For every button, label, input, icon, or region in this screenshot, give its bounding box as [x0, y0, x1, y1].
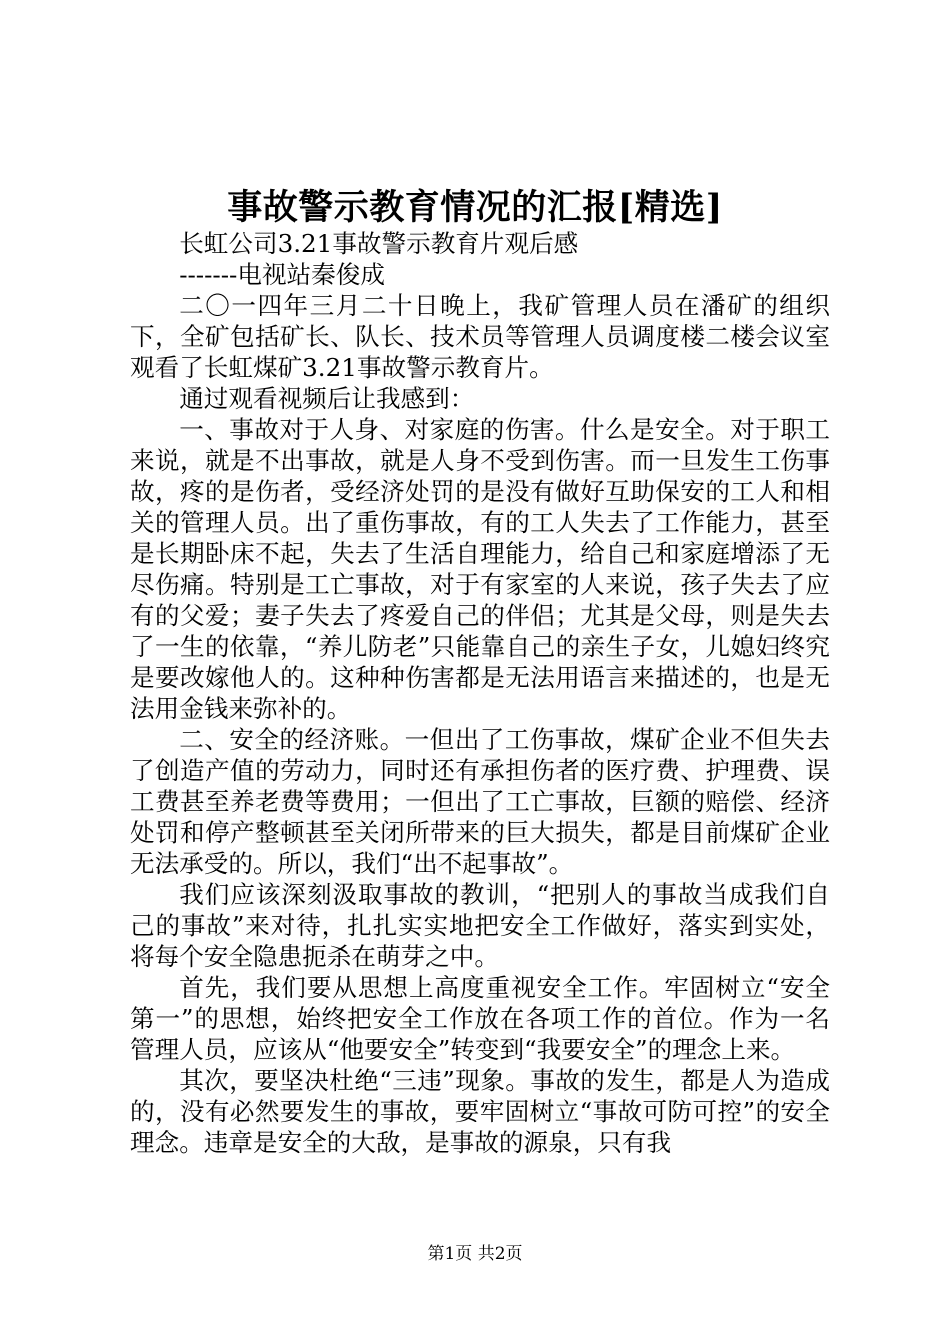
paragraph: 一、事故对于人身、对家庭的伤害。什么是安全。对于职工来说，就是不出事故，就是人身不受到伤害。而一旦发生工伤事故，疼的是伤者，受经济处罚的是没有做好互助保安的工人和相关的管理人员。出了重伤事故，有的工人失去了工作能力，甚至是长期卧床不起，失去了生活自理能力，给自己和家庭增添了无尽伤痛。特别是工亡事故，对于有家室的人来说，孩子失去了应有的父爱；妻子失去了疼爱自己的伴侣；尤其是父母，则是失去了一生的依靠，“养儿防老”只能靠自己的亲生子女，儿媳妇终究是要改嫁他人的。这种种伤害都是无法用语言来描述的，也是无法用金钱来弥补的。 — [130, 415, 830, 723]
document-title: 事故警示教育情况的汇报[精选] — [227, 187, 723, 228]
paragraph-subtitle: 长虹公司3.21事故警示教育片观后感 — [179, 229, 579, 258]
paragraph: 通过观看视频后让我感到： — [179, 384, 475, 413]
paragraph: 首先，我们要从思想上高度重视安全工作。牢固树立“安全第一”的思想，始终把安全工作放在各项工作的首位。作为一名管理人员，应该从“他要安全”转变到“我要安全”的理念上来。 — [130, 973, 830, 1064]
paragraph-author: -------电视站秦俊成 — [179, 260, 385, 289]
paragraph: 二〇一四年三月二十日晚上，我矿管理人员在潘矿的组织下，全矿包括矿长、队长、技术员等管理人员调度楼二楼会议室观看了长虹煤矿3.21事故警示教育片。 — [130, 291, 830, 382]
paragraph: 二、安全的经济账。一但出了工伤事故，煤矿企业不但失去了创造产值的劳动力，同时还有承担伤者的医疗费、护理费、误工费甚至养老费等费用；一但出了工亡事故，巨额的赔偿、经济处罚和停产整顿甚至关闭所带来的巨大损失，都是目前煤矿企业无法承受的。所以，我们“出不起事故”。 — [130, 725, 830, 878]
page-footer: 第1页 共2页 — [427, 1244, 523, 1264]
paragraph: 我们应该深刻汲取事故的教训，“把别人的事故当成我们自己的事故”来对待，扎扎实实地把安全工作做好，落实到实处，将每个安全隐患扼杀在萌芽之中。 — [130, 880, 830, 971]
paragraph: 其次，要坚决杜绝“三违”现象。事故的发生，都是人为造成的，没有必然要发生的事故，要牢固树立“事故可防可控”的安全理念。违章是安全的大敌，是事故的源泉，只有我 — [130, 1066, 830, 1157]
document-body — [130, 228, 830, 1158]
